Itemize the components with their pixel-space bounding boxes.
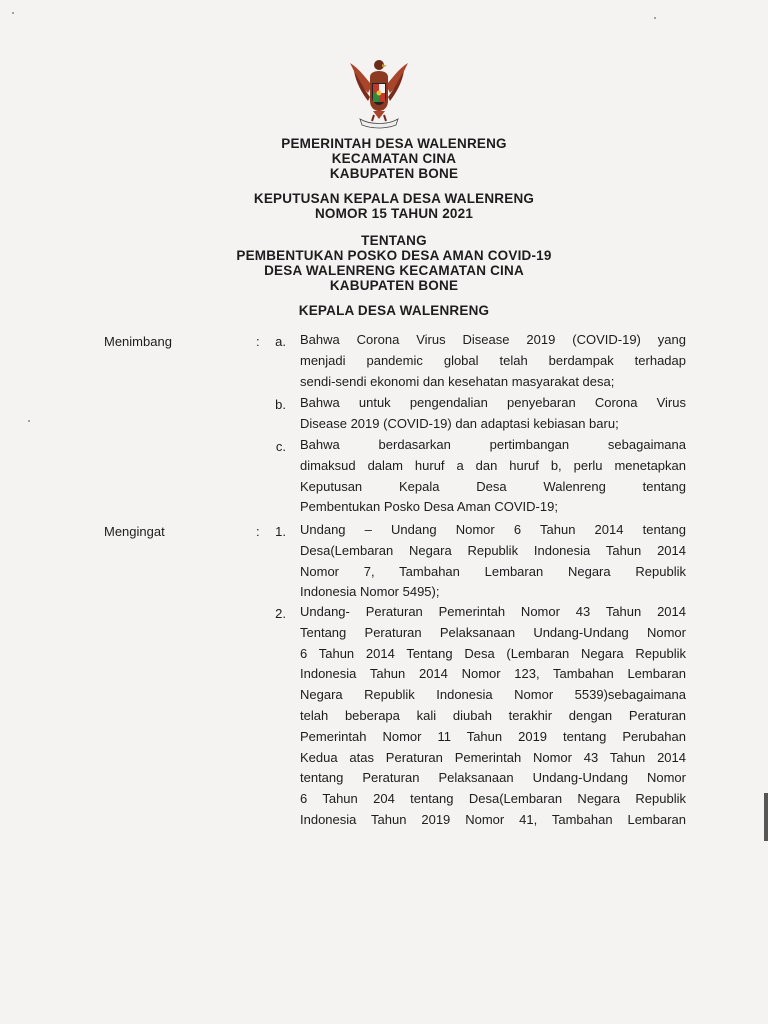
mengingat-item-1: [300, 520, 686, 603]
menimbang-item-a: [300, 330, 686, 392]
item-marker: c.: [275, 439, 286, 454]
government-line: PEMERINTAH DESA WALENRENG: [281, 136, 507, 151]
text-line: telah beberapa kali diubah terakhir dengan Peraturan: [300, 707, 686, 723]
item-marker: 1.: [275, 524, 286, 539]
text-line: Bahwa untuk pengendalian penyebaran Corona Virus: [300, 395, 686, 410]
text-line: Kedua atas Peraturan Pemerintah Nomor 43 Tahun 2014: [300, 749, 686, 765]
government-line: KECAMATAN CINA: [331, 151, 457, 166]
government-line: KABUPATEN BONE: [329, 166, 459, 181]
decree-subject: [10, 233, 768, 293]
decree-line: KEPUTUSAN KEPALA DESA WALENRENG: [253, 191, 535, 206]
subject-line: TENTANG: [361, 233, 427, 248]
menimbang-item-c: [300, 435, 686, 518]
menimbang-item-b: [300, 393, 686, 435]
scan-edge-mark: [764, 793, 768, 841]
issuer-title: [10, 303, 768, 318]
text-line: 6 Tahun 2014 Tentang Desa (Lembaran Negara Republik: [300, 645, 686, 661]
text-line: Nomor 7, Tambahan Lembaran Negara Republik: [300, 563, 686, 579]
text-line: dimaksud dalam huruf a dan huruf b, perlu menetapkan: [300, 457, 686, 473]
text-line: Indonesia Tahun 2014 Nomor 123, Tambahan Lembaran: [300, 666, 686, 682]
menimbang-colon: :: [256, 334, 260, 349]
item-marker: a.: [275, 334, 286, 349]
garuda-emblem-icon: [346, 55, 412, 131]
text-line: Undang – Undang Nomor 6 Tahun 2014 tentang: [300, 522, 686, 537]
item-marker: b.: [275, 397, 286, 412]
text-line: menjadi pandemic global telah berdampak terhadap: [300, 352, 686, 368]
text-line: tentang Peraturan Pelaksanaan Undang-Undang Nomor: [300, 770, 686, 786]
text-line: Desa(Lembaran Negara Republik Indonesia Tahun 2014: [300, 542, 686, 558]
subject-line: KABUPATEN BONE: [329, 278, 459, 293]
text-line: Pemerintah Nomor 11 Tahun 2019 tentang Perubahan: [300, 728, 686, 744]
scan-speck: [12, 12, 14, 14]
government-header: [10, 136, 768, 181]
text-line: 6 Tahun 204 tentang Desa(Lembaran Negara Republik: [300, 791, 686, 807]
text-line: Pembentukan Posko Desa Aman COVID-19;: [300, 499, 558, 515]
menimbang-label: Menimbang: [104, 334, 172, 349]
scan-speck: [654, 17, 656, 19]
mengingat-colon: :: [256, 524, 260, 539]
text-line: Negara Republik Indonesia Nomor 5539)sebagaimana: [300, 687, 686, 703]
text-line: Tentang Peraturan Pelaksanaan Undang-Undang Nomor: [300, 624, 686, 640]
mengingat-item-2: [300, 602, 686, 831]
issuer-line: KEPALA DESA WALENRENG: [298, 303, 490, 318]
text-line: Bahwa berdasarkan pertimbangan sebagaimana: [300, 437, 686, 452]
decree-number: NOMOR 15 TAHUN 2021: [314, 206, 474, 221]
text-line: Bahwa Corona Virus Disease 2019 (COVID-19) yang: [300, 332, 686, 347]
mengingat-label: Mengingat: [104, 524, 165, 539]
text-line: Disease 2019 (COVID-19) dan adaptasi kebiasan baru;: [300, 415, 619, 431]
subject-line: PEMBENTUKAN POSKO DESA AMAN COVID-19: [236, 248, 552, 263]
text-line: Keputusan Kepala Desa Walenreng tentang: [300, 478, 686, 494]
item-marker: 2.: [275, 606, 286, 621]
text-line: Indonesia Tahun 2019 Nomor 41, Tambahan Lembaran: [300, 811, 686, 827]
text-line: sendi-sendi ekonomi dan kesehatan masyarakat desa;: [300, 373, 615, 389]
subject-line: DESA WALENRENG KECAMATAN CINA: [264, 263, 524, 278]
decree-title: [10, 191, 768, 221]
text-line: Undang- Peraturan Pemerintah Nomor 43 Tahun 2014: [300, 604, 686, 619]
scan-speck: [28, 420, 30, 422]
text-line: Indonesia Nomor 5495);: [300, 584, 440, 600]
